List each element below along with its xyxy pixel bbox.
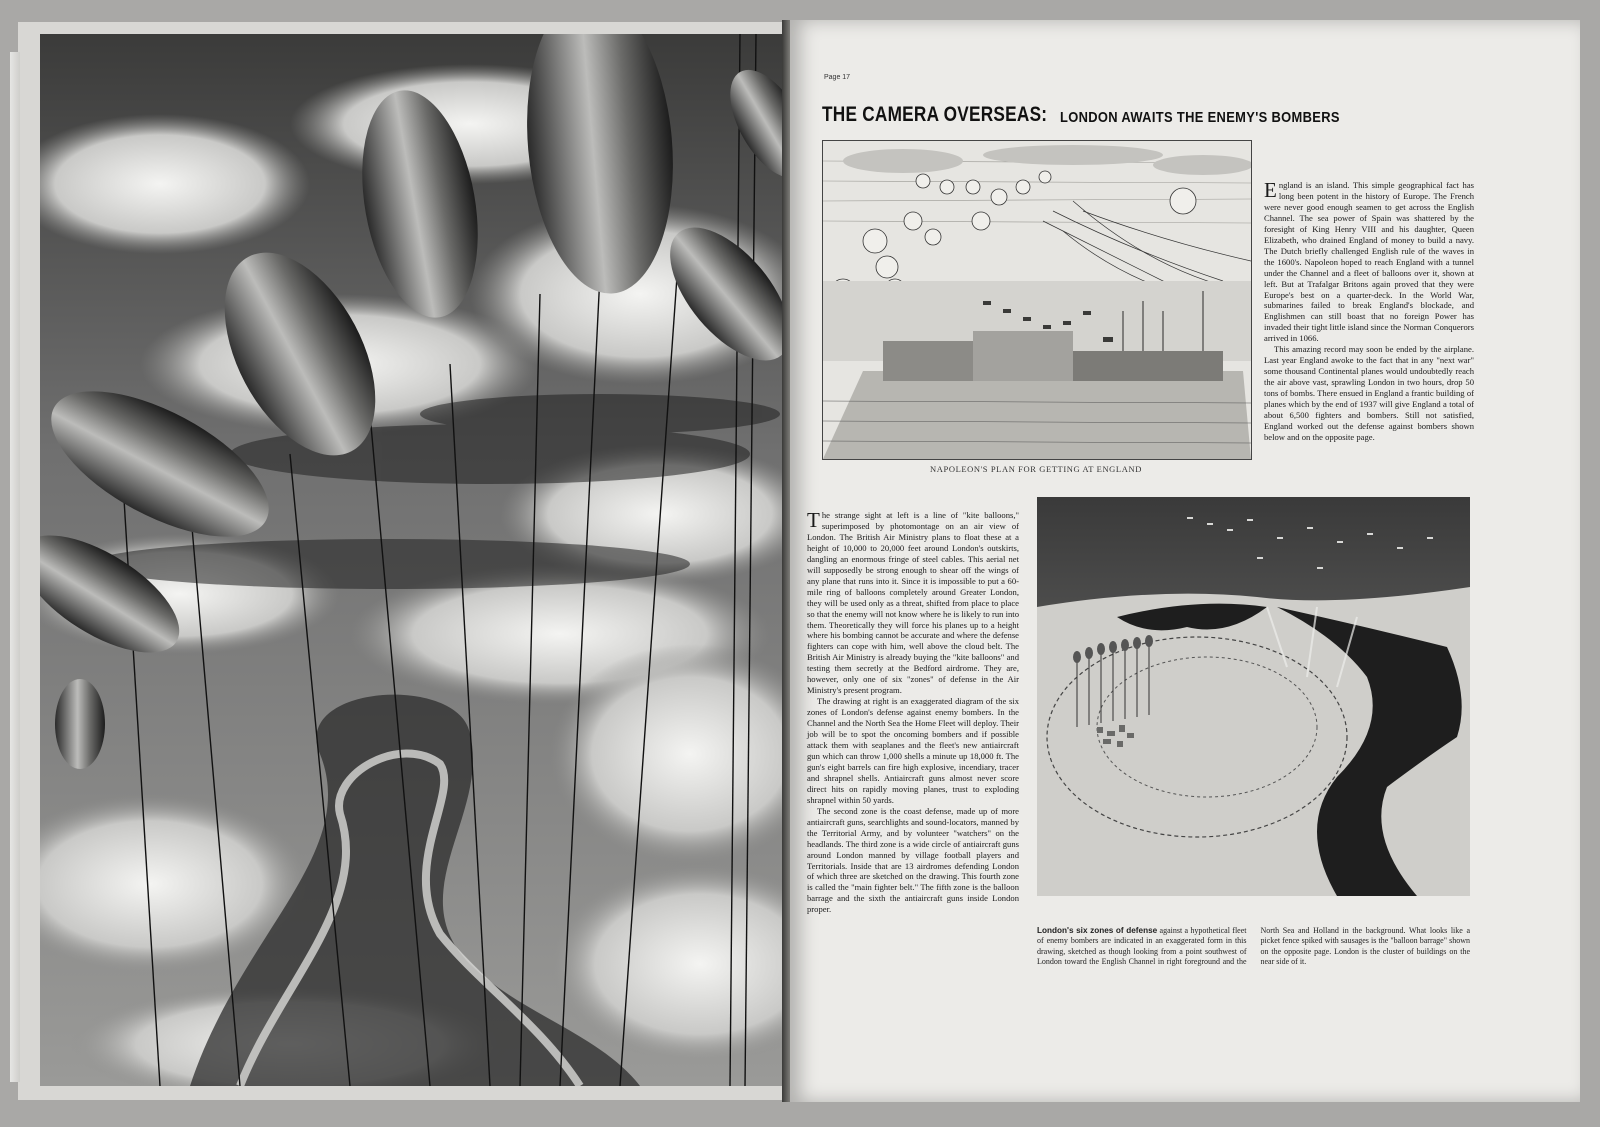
drawing-caption-lead: London's six zones of defense bbox=[1037, 926, 1158, 935]
engraving-caption: NAPOLEON'S PLAN FOR GETTING AT ENGLAND bbox=[930, 464, 1142, 474]
drawing-caption-text: against a hypothetical fleet of enemy bombers are indicated in an exaggerated form in this drawing, sketched as though looking from a point southwest of London toward the English Channel in right foreground and the North Sea and Holland in the background. What looks like a picket fence spiked with sausages is the "balloon barrage" shown on the opposite page. London is the cluster of buildings on the near side of it. bbox=[1037, 926, 1470, 967]
defense-drawing-image bbox=[1037, 497, 1470, 896]
intro-paragraph: England is an island. This simple geographical fact has long been potent in the history of Europe. The French were never good enough seamen to get across the English Channel. The sea power of Spain was shattered by the foresight of King Henry VIII and his daughter, Queen Elizabeth, who drained England of money to build a navy. The Dutch briefly challenged English rule of the waves in the 1600's. Napoleon hoped to reach England with a tunnel under the Channel and a fleet of balloons over it, shown at left. But at Trafalgar Britons again proved that they were Europe's best on a quarter-deck. In the World War, submarines failed to break England's blockade, and Englishmen can still boast that no foreign Power has invaded their tight little island since the Norman Conquerors arrived in 1066. bbox=[1264, 178, 1474, 344]
intro-paragraph: This amazing record may soon be ended by the airplane. Last year England awoke to the fact that in any "next war" some thousand Continental planes would undoubtedly reach the air above vast, sprawling London in two hours, drop 50 tons of bombs. There ensued in England a frantic building of planes which by the end of 1937 will give England a total of about 6,500 fighters and bombers. Still not satisfied, England worked out the defense against bombers shown below and on the opposite page. bbox=[1264, 344, 1474, 442]
drawing-caption bbox=[1037, 926, 1470, 968]
photomontage-image bbox=[40, 34, 786, 1086]
defense-zones-drawing bbox=[1037, 497, 1470, 896]
headline-sub: LONDON AWAITS THE ENEMY'S BOMBERS bbox=[1060, 109, 1340, 126]
page-edge bbox=[10, 52, 20, 1082]
body-paragraph: The strange sight at left is a line of "kite balloons," superimposed by photomontage on an air view of London. The British Air Ministry plans to float these at a height of 10,000 to 20,000 feet around London's outskirts, dangling an enormous fringe of steel cables. This aerial net will supposedly be strong enough to shear off the wings of any plane that runs into it. Since it is impossible to put a 60-mile ring of balloons completely around Greater London, they will be used only as a threat, shifted from place to place so that the enemy will not know where he is likely to run into them. Theoretically they will force his planes up to a height where his bombing cannot be accurate and where the defense fighters can cope with him, well above the cloud belt. The British Air Ministry is already buying the "kite balloons" and testing them secretly at the Bedford airdrome. They are, however, only one of six "zones" of defense in the Air Ministry's present program. bbox=[807, 508, 1019, 696]
engraving-image bbox=[823, 141, 1251, 459]
body-paragraph: The drawing at right is an exaggerated diagram of the six zones of London's defense against enemy bombers. In the Channel and the North Sea the Home Fleet will deploy. Their job will be to spot the oncoming bombers and if possible attack them with seaplanes and the fleet's new antiaircraft gun which can throw 1,000 shells a minute up 18,000 ft. The gun's eight barrels can fire high explosive, incendiary, tracer and shrapnel shells. Antiaircraft guns almost never score direct hits on rapidly moving planes, trust to exploding shrapnel within 50 yards. bbox=[807, 696, 1019, 805]
left-page bbox=[18, 22, 790, 1100]
page-number: Page 17 bbox=[824, 74, 851, 81]
kite-balloons-photomontage bbox=[40, 34, 786, 1086]
intro-column bbox=[1264, 180, 1474, 443]
headline bbox=[822, 103, 1562, 127]
body-column bbox=[807, 510, 1019, 915]
headline-main: THE CAMERA OVERSEAS: bbox=[822, 103, 1048, 126]
right-page bbox=[790, 20, 1580, 1102]
body-paragraph: The second zone is the coast defense, made up of more antiaircraft guns, searchlights and sound-locators, manned by the Territorial Army, and by volunteer "watchers" on the headlands. The third zone is a wide circle of antiaircraft guns around London manned by village football players and Territorials. Inside that are 13 airdromes defending London of which three are sketched on the drawing. This fourth zone is called the "main fighter belt." The fifth zone is the balloon barrage and the sixth the antiaircraft guns inside London proper. bbox=[807, 805, 1019, 915]
napoleon-engraving bbox=[822, 140, 1252, 460]
